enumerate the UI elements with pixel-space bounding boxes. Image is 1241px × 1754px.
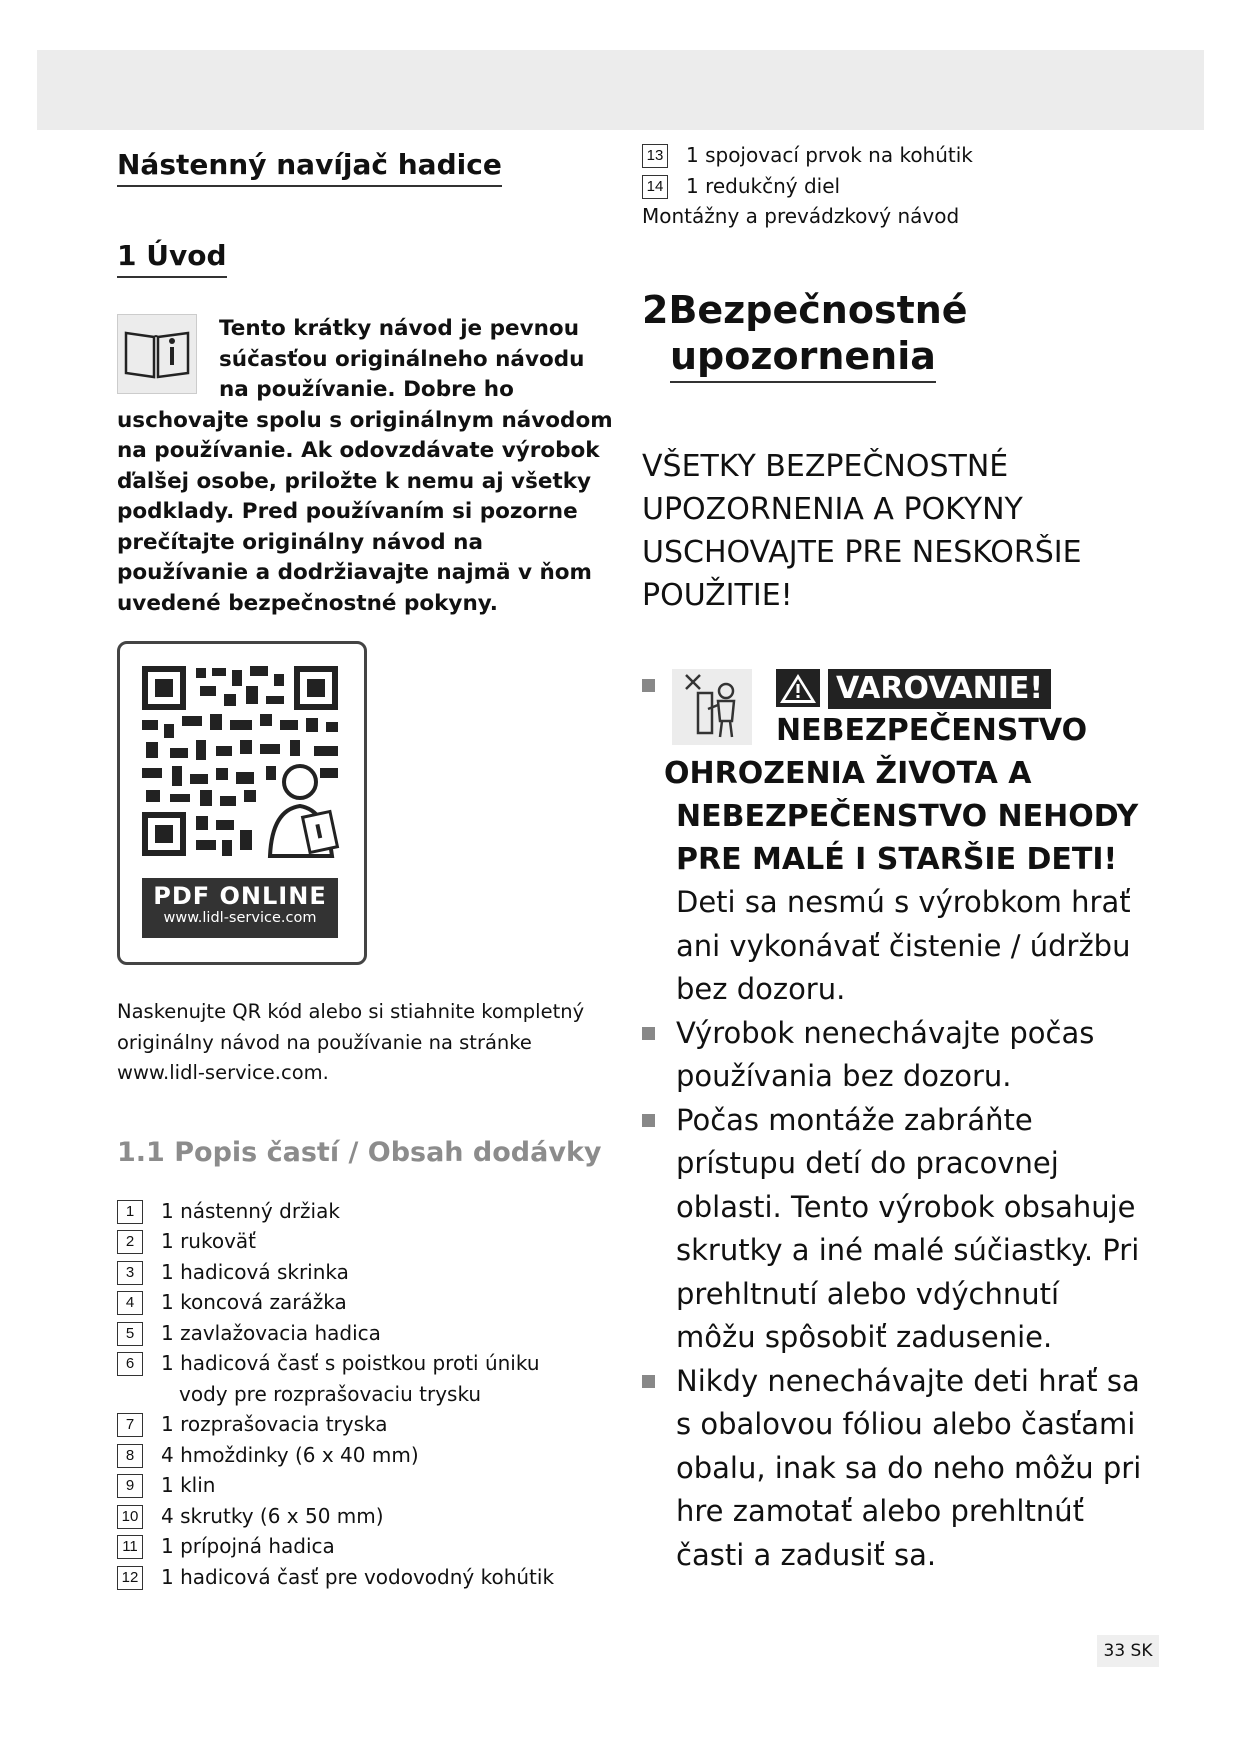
part-item xyxy=(117,1287,617,1318)
qr-code-box[interactable] xyxy=(117,641,367,965)
safety-bullet-text: Nikdy nenechávajte deti hrať sa s obalovou fóliou alebo časťami obalu, inak sa do neho môžu pri hre zamotať alebo prehltnúť časti a zadusiť sa. xyxy=(676,1363,1142,1572)
section-heading-safety xyxy=(642,287,1142,383)
right-column xyxy=(642,140,1142,1577)
intro-block xyxy=(117,314,617,619)
part-text: 1 spojovací prvok na kohútik xyxy=(686,143,973,167)
part-number-box: 3 xyxy=(117,1261,143,1285)
part-number-box: 9 xyxy=(117,1474,143,1498)
qr-pdf-online-label xyxy=(142,878,338,938)
part-text: 1 redukčný diel xyxy=(686,173,841,198)
safety-bullet-item xyxy=(642,1012,1142,1099)
part-number-box: 2 xyxy=(117,1230,143,1254)
parts-list-continued xyxy=(642,140,1142,201)
part-text: 1 hadicová časť pre vodovodný kohútik xyxy=(161,1564,555,1589)
part-item xyxy=(117,1257,617,1288)
left-column xyxy=(117,140,617,1592)
document-title: Nástenný navíjač hadice xyxy=(117,148,502,187)
bullet-icon xyxy=(642,1027,655,1040)
part-text-continued: vody pre rozprašovaciu trysku xyxy=(179,1381,482,1406)
part-item xyxy=(117,1531,617,1562)
part-number-box: 7 xyxy=(117,1413,143,1437)
part-number-box: 12 xyxy=(117,1566,143,1590)
part-number-box: 4 xyxy=(117,1291,143,1315)
part-item xyxy=(117,1440,617,1471)
parts-list xyxy=(117,1196,617,1593)
section-heading-safety-line1: 2Bezpečnostné xyxy=(642,288,968,332)
part-number-box: 11 xyxy=(117,1535,143,1559)
part-item xyxy=(642,140,1142,171)
part-text: 1 koncová zarážka xyxy=(161,1290,347,1314)
part-item xyxy=(117,1226,617,1257)
bullet-icon xyxy=(642,1375,655,1388)
danger-body: Deti sa nesmú s výrobkom hrať ani vykonávať čistenie / údržbu bez dozoru. xyxy=(676,885,1131,1006)
part-number-box: 5 xyxy=(117,1322,143,1346)
danger-line2: OHROZENIA ŽIVOTA A xyxy=(664,756,1032,791)
part-item xyxy=(117,1348,617,1409)
safety-bullet-list xyxy=(642,1012,1142,1578)
part-text: 1 rozprašovacia tryska xyxy=(161,1412,388,1436)
bullet-icon xyxy=(642,1114,655,1127)
part-item xyxy=(117,1318,617,1349)
part-item xyxy=(117,1562,617,1593)
part-item xyxy=(117,1501,617,1532)
subsection-heading-parts: 1.1 Popis častí / Obsah dodávky xyxy=(117,1136,602,1168)
part-number-box: 8 xyxy=(117,1444,143,1468)
part-text: 1 zavlažovacia hadica xyxy=(161,1320,381,1345)
qr-code-icon xyxy=(120,644,364,874)
danger-line1: NEBEZPEČENSTVO xyxy=(776,713,1088,748)
part-text: 1 klin xyxy=(161,1473,216,1497)
info-book-icon xyxy=(117,314,197,394)
manual-item: Montážny a prevádzkový návod xyxy=(642,204,960,228)
part-number-box: 13 xyxy=(642,144,668,168)
warning-label: VAROVANIE! xyxy=(828,669,1051,709)
part-text: 1 hadicová časť s poistkou proti úniku xyxy=(161,1351,540,1375)
qr-url: www.lidl-service.com xyxy=(163,910,317,926)
part-text: 1 nástenný držiak xyxy=(161,1198,340,1223)
qr-title: PDF ONLINE xyxy=(153,882,327,910)
danger-line4: PRE MALÉ I STARŠIE DETI! xyxy=(676,842,1118,877)
section-heading-intro: 1 Úvod xyxy=(117,239,227,278)
part-item xyxy=(117,1196,617,1227)
page-number: 33 SK xyxy=(1097,1635,1159,1667)
warning-header xyxy=(642,669,1142,747)
bullet-icon xyxy=(642,679,655,692)
safety-bullet-text: Počas montáže zabráňte prístupu detí do pracovnej oblasti. Tento výrobok obsahuje skrutky a iné malé súčiastky. Pri prehltnutí alebo vdýchnutí môžu spôsobiť zadusenie. xyxy=(676,1102,1140,1354)
part-number-box: 1 xyxy=(117,1200,143,1224)
part-text: 1 prípojná hadica xyxy=(161,1534,335,1558)
part-number-box: 14 xyxy=(642,175,668,199)
page-header-bar xyxy=(37,50,1204,130)
part-text: 4 skrutky (6 x 50 mm) xyxy=(161,1503,384,1528)
part-number-box: 10 xyxy=(117,1505,143,1529)
section-heading-safety-line2: upozornenia xyxy=(670,333,936,383)
child-hazard-icon xyxy=(672,669,752,745)
part-item xyxy=(117,1409,617,1440)
part-text: 1 hadicová skrinka xyxy=(161,1259,349,1284)
danger-line3: NEBEZPEČENSTVO NEHODY xyxy=(676,799,1139,834)
part-text: 4 hmoždinky (6 x 40 mm) xyxy=(161,1442,419,1467)
safety-bullet-item xyxy=(642,1360,1142,1578)
part-item xyxy=(117,1470,617,1501)
safety-bullet-item xyxy=(642,1099,1142,1360)
scan-instructions: Naskenujte QR kód alebo si stiahnite kompletný originálny návod na používanie na stránke www.lidl-service.com. xyxy=(117,1000,585,1084)
part-number-box: 6 xyxy=(117,1352,143,1376)
intro-text: Tento krátky návod je pevnou súčasťou originálneho návodu na používanie. Dobre ho uschovajte spolu s originálnym návodom na používanie. Ak odovzdávate výrobok ďalšej osobe, priložte k nemu aj všetky podklady. Pred používaním si pozorne prečítajte originálny návod na používanie a dodržiavajte najmä v ňom uvedené bezpečnostné pokyny. xyxy=(117,316,613,616)
safety-caps-warning: VŠETKY BEZPEČNOSTNÉ UPOZORNENIA A POKYNY USCHOVAJTE PRE NESKORŠIE POUŽITIE! xyxy=(642,449,1082,613)
safety-bullet-text: Výrobok nenechávajte počas používania bez dozoru. xyxy=(676,1015,1095,1093)
part-item xyxy=(642,171,1142,202)
warning-triangle-icon xyxy=(776,669,820,707)
part-text: 1 rukoväť xyxy=(161,1229,257,1253)
